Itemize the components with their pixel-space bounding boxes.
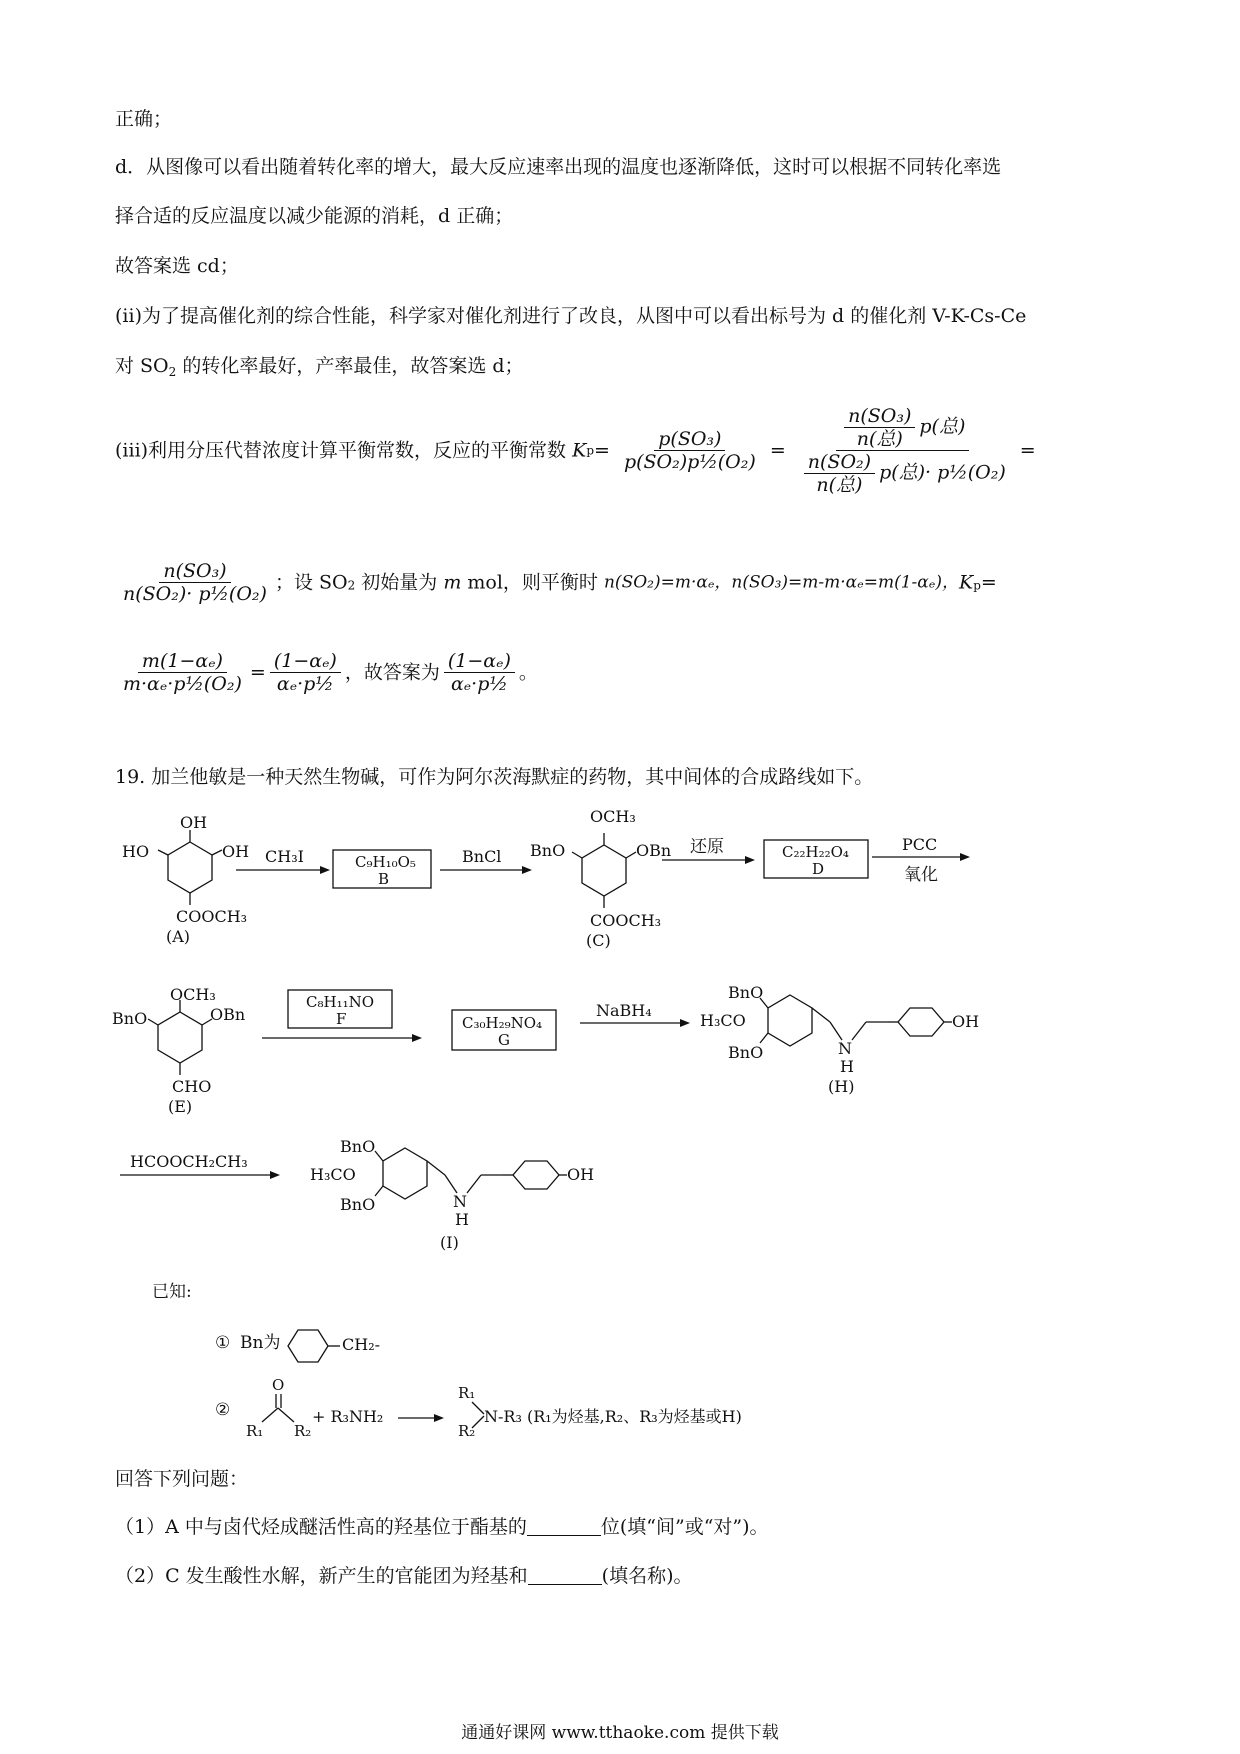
d-formula: C₂₂H₂₂O₄ [782,843,849,861]
fraction-4-num: (1−αₑ) [270,650,341,673]
fraction-1-num: p(SO₃) [654,428,725,451]
a-ester: COOCH₃ [176,907,248,926]
fi1-tail: p(总) [919,415,966,438]
fraction-big-den [796,451,1010,496]
fraction-4-den: αₑ·p½ [276,673,334,695]
q1-blank [527,1517,601,1536]
fraction-5 [444,650,515,695]
l9-b: 。 [518,661,538,684]
h-bno-top: BnO [728,983,764,1002]
e-och3: OCH₃ [170,985,216,1004]
text-line-6 [115,352,524,386]
h-h: H [840,1057,854,1076]
text-line-6-c: 的转化率最好，产率最佳，故答案选 d； [176,355,524,377]
reagent-6: HCOOCH₂CH₃ [130,1152,248,1171]
g-label: G [498,1031,510,1049]
k2-pr2: R₂ [458,1422,476,1440]
i-oh: OH [567,1165,595,1184]
text-line-2: d．从图像可以看出随着转化率的增大，最大反应速率出现的温度也逐渐降低，这时可以根据不同转化率选 [115,156,1002,178]
a-oh-top: OH [180,813,208,832]
kp-eq: = [594,439,610,462]
question-19: 19. 加兰他敏是一种天然生物碱，可作为阿尔茨海默症的药物，其中间体的合成路线如下。 [115,766,874,788]
kp-line-2 [115,560,997,605]
text-line-3: 择合适的反应温度以减少能源的消耗，d 正确； [115,205,514,227]
equals-2: = [1019,439,1036,462]
fraction-4 [270,650,341,695]
l8-b: 2 [347,578,356,593]
footer: 通通好课网 www.tthaoke.com 提供下载 [461,1723,779,1743]
h-n: N [838,1039,852,1058]
l8-d: m [443,571,462,594]
e-label: (E) [168,1097,193,1116]
k2-r1: R₁ [246,1422,264,1440]
fraction-1 [620,428,760,473]
k2-plus: + R₃NH₂ [312,1407,384,1426]
fraction-3 [119,650,246,695]
compound-i [310,1137,594,1252]
fi2-tail: p(总)· p½(O₂) [879,461,1006,484]
text-line-5: (ii)为了提高催化剂的综合性能，科学家对催化剂进行了改良，从图中可以看出标号为 d 的催化剂 V-K-Cs-Ce [115,305,1027,327]
reagent-3: 还原 [690,837,724,857]
reagent-4-top: PCC [902,835,938,854]
f-formula: C₈H₁₁NO [306,993,375,1011]
q2-blank [528,1566,602,1585]
fraction-2-num: n(SO₃) [159,560,230,583]
h-bno-bottom: BnO [728,1043,764,1062]
e-cho: CHO [172,1077,212,1096]
l8-c: 初始量为 [355,571,444,594]
benzene-ring-icon [288,1330,328,1362]
q1-b: 位(填“间”或“对”)。 [600,1516,769,1538]
a-oh-right: OH [222,842,250,861]
c-label: (C) [586,931,611,950]
c-bno: BnO [530,841,566,860]
question-2 [115,1562,693,1590]
equals-3: = [249,661,266,684]
reagent-4-bottom: 氧化 [904,865,938,885]
reagent-5: NaBH₄ [596,1001,652,1020]
fraction-3-num: m(1−αₑ) [138,650,227,673]
a-ho-left: HO [122,842,150,861]
kp-intro: (iii)利用分压代替浓度计算平衡常数，反应的平衡常数 [115,439,573,462]
kp-line-3 [115,650,538,695]
compound-e [112,985,245,1116]
e-bno: BnO [112,1009,148,1028]
fraction-5-den: αₑ·p½ [450,673,508,695]
text-line-1: 正确； [115,108,173,130]
i-bno-top: BnO [340,1137,376,1156]
fraction-5-num: (1−αₑ) [444,650,515,673]
fi2-num: n(SO₂) [804,451,875,474]
answer-prompt: 回答下列问题： [115,1468,249,1490]
l8-a: ；设 SO [274,571,348,594]
l8-g: K [958,571,974,594]
q2-a: （2）C 发生酸性水解，新产生的官能团为羟基和 [115,1565,528,1587]
a-label: (A) [166,927,191,946]
q2-b: (填名称)。 [601,1565,693,1587]
i-label: (I) [440,1233,459,1252]
f-label: F [336,1010,347,1028]
fraction-2 [119,560,271,605]
i-h: H [455,1210,469,1229]
kp-line [115,405,1036,496]
l9-a: ，故答案为 [344,661,440,684]
c-ester: COOCH₃ [590,911,662,930]
q1-a: （1）A 中与卤代烃成醚活性高的羟基位于酯基的 [115,1516,527,1538]
k2-r2: R₂ [294,1422,312,1440]
c-och3: OCH₃ [590,807,636,826]
k1-num: ① [215,1333,231,1353]
synthesis-scheme [0,800,1240,1290]
fraction-2-den: n(SO₂)· p½(O₂) [123,583,267,605]
fraction-big [796,405,1010,496]
fi1-den: n(总) [856,428,903,450]
l8-f: n(SO₂)=m·αₑ，n(SO₃)=m-m·αₑ=m(1-αₑ)， [603,572,959,593]
reagent-1: CH₃I [265,847,304,866]
fraction-3-den: m·αₑ·p½(O₂) [123,673,242,695]
known-heading: 已知: [152,1282,192,1302]
b-formula: C₉H₁₀O₅ [355,853,416,871]
h-oh: OH [952,1012,980,1031]
compound-a [122,813,249,946]
h-h3co: H₃CO [700,1011,746,1030]
text-line-6-sub: 2 [168,365,177,379]
compound-h [700,983,979,1096]
fi1-num: n(SO₃) [844,405,915,428]
l8-e: mol，则平衡时 [461,571,604,594]
fraction-inner-2 [804,451,875,496]
i-h3co: H₃CO [310,1165,356,1184]
i-bno-bottom: BnO [340,1195,376,1214]
k1-tail: CH₂- [342,1335,381,1354]
known-items [0,1310,1240,1440]
reagent-2: BnCl [462,847,502,866]
k1-text: Bn为 [240,1333,281,1353]
kp-k: K [572,439,587,462]
kp-p: p [586,443,594,458]
fraction-inner-1 [844,405,915,450]
fraction-1-den: p(SO₂)p½(O₂) [623,451,756,473]
fraction-big-num [836,405,969,451]
text-line-6-a: 对 SO [115,355,169,377]
k2-o: O [272,1376,285,1394]
fi2-den: n(总) [816,474,863,496]
d-label: D [812,860,825,878]
b-label: B [378,870,390,888]
question-1 [115,1513,769,1541]
l8-h: p [973,578,981,593]
e-obn: OBn [210,1005,246,1024]
l8-i: = [980,571,997,594]
c-obn: OBn [636,841,672,860]
i-n: N [453,1192,467,1211]
h-label: (H) [828,1077,855,1096]
k2-product: N-R₃ (R₁为烃基,R₂、R₃为烃基或H) [484,1407,742,1426]
g-formula: C₃₀H₂₉NO₄ [462,1014,543,1032]
k2-num: ② [215,1400,231,1420]
equals-1: = [769,439,786,462]
text-line-4: 故答案选 cd； [115,255,239,277]
k2-pr1: R₁ [458,1384,476,1402]
compound-c [530,807,671,950]
